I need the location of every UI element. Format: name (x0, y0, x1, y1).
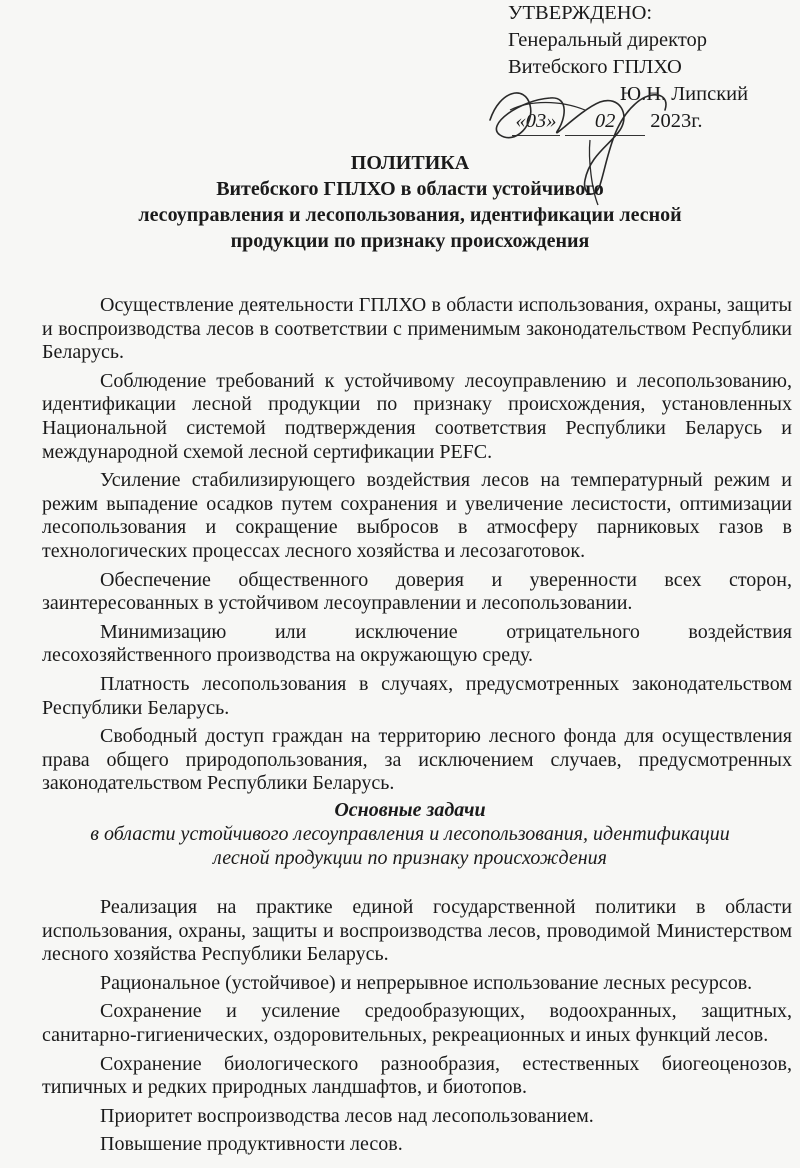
policy-paragraph: Усиление стабилизирующего воздействия лесов на температурный режим и режим выпадение осадков путем сохранения и увеличение лесистости, оптимизации лесопользования и сокращение выбросов в атмосферу парниковых газов в технологических процессах лесного хозяйства и лесозаготовок. (42, 469, 792, 562)
tasks-heading-subtitle-line2: лесной продукции по признаку происхождения (213, 847, 607, 869)
policy-title-line1: ПОЛИТИКА (350, 152, 470, 174)
policy-title-line3: лесоуправления и лесопользования, идентификации лесной (138, 204, 682, 226)
task-paragraph: Сохранение и усиление средообразующих, водоохранных, защитных, санитарно-гигиенических, оздоровительных, рекреационных и иных функций лесов. (42, 1000, 792, 1046)
tasks-section (42, 896, 792, 1162)
policy-paragraph: Платность лесопользования в случаях, предусмотренных законодательством Республики Беларусь. (42, 672, 792, 719)
policy-paragraph: Минимизацию или исключение отрицательного воздействия лесохозяйственного производства на окружающую среду. (42, 620, 792, 667)
policy-paragraph: Обеспечение общественного доверия и уверенности всех сторон, заинтересованных в устойчивом лесоуправлении и лесопользовании. (42, 568, 792, 615)
policy-paragraph: Свободный доступ граждан на территорию лесного фонда для осуществления права общего природопользования, за исключением случаев, предусмотренных законодательством Республики Беларусь. (42, 725, 792, 795)
task-paragraph: Реализация на практике единой государственной политики в области использования, охраны, защиты и воспроизводства лесов, проводимой Министерством лесного хозяйства Республики Беларусь. (42, 896, 792, 966)
policy-section (42, 294, 792, 801)
policy-title (60, 150, 760, 254)
policy-title-line2: Витебского ГПЛХО в области устойчивого (216, 178, 604, 200)
tasks-heading (60, 798, 760, 870)
policy-paragraph: Осуществление деятельности ГПЛХО в области использования, охраны, защиты и воспроизводства лесов в соответствии с применимым законодательством Республики Беларусь. (42, 294, 792, 364)
task-paragraph: Рациональное (устойчивое) и непрерывное использование лесных ресурсов. (100, 971, 753, 994)
approval-organization: Витебского ГПЛХО (508, 56, 682, 78)
approval-date-year: 2023г. (650, 110, 703, 132)
tasks-heading-subtitle-line1: в области устойчивого лесоуправления и лесопользования, идентификации (90, 823, 730, 845)
approval-label: УТВЕРЖДЕНО: (508, 2, 653, 24)
policy-title-line4: продукции по признаку происхождения (230, 230, 590, 252)
approval-name: Ю.Н. Липский (620, 83, 749, 105)
task-paragraph: Сохранение биологического разнообразия, естественных биогеоценозов, типичных и редких природных ландшафтов, и биотопов. (42, 1052, 792, 1099)
approval-position: Генеральный директор (508, 29, 708, 51)
policy-paragraph: Соблюдение требований к устойчивому лесоуправлению и лесопользованию, идентификации лесной продукции по признаку происхождения, установленных Национальной системой подтверждения соответствия Республики Беларусь и международной схемой лесной сертификации PEFC. (42, 369, 792, 463)
task-paragraph: Приоритет воспроизводства лесов над лесопользованием. (100, 1104, 594, 1127)
task-paragraph: Повышение продуктивности лесов. (100, 1133, 403, 1156)
approval-date-month: 02 (565, 108, 645, 136)
approval-date-day: «03» (512, 108, 560, 136)
tasks-heading-title: Основные задачи (334, 799, 486, 821)
